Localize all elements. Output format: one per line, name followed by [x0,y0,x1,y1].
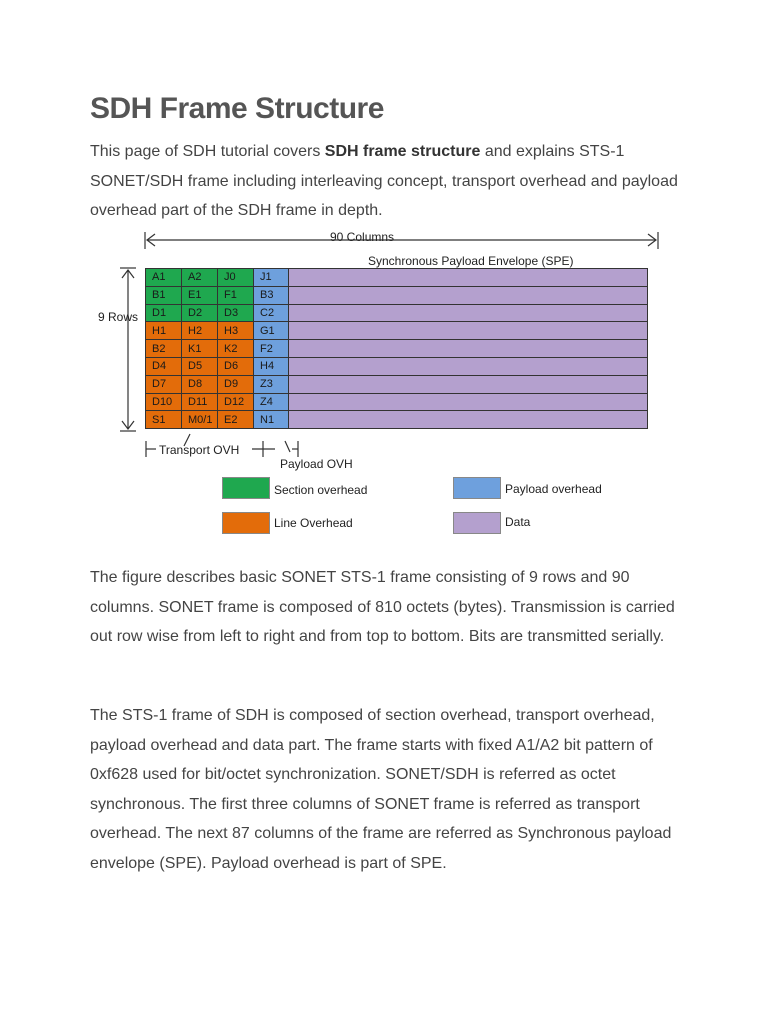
sts1-frame-table [145,268,648,429]
data-cell [289,411,648,429]
frame-row [146,357,648,375]
frame-rows [146,269,648,429]
frame-row [146,340,648,358]
payload-overhead-cell: Z3 [254,375,289,393]
payload-overhead-cell: G1 [254,322,289,340]
section-overhead-cell: E1 [182,286,218,304]
section-overhead-cell: F1 [218,286,254,304]
line-overhead-cell: H3 [218,322,254,340]
legend-data-label: Data [505,515,531,529]
section-overhead-cell: D2 [182,304,218,322]
line-overhead-cell: D10 [146,393,182,411]
legend-payload-swatch [453,477,501,499]
frame-row [146,411,648,429]
columns-label: 90 Columns [330,230,395,244]
data-cell [289,269,648,287]
legend-section-swatch [222,477,270,499]
data-cell [289,393,648,411]
data-cell [289,322,648,340]
rows-arrow [120,268,136,431]
section-overhead-cell: J0 [218,269,254,287]
section-overhead-cell: B1 [146,286,182,304]
payload-overhead-cell: Z4 [254,393,289,411]
line-overhead-cell: M0/1 [182,411,218,429]
payload-overhead-cell: H4 [254,357,289,375]
intro-text-end: and explains STS-1 SONET/SDH frame including interleaving concept, transport overhead and payload overhead part of the SDH frame in depth. [90,143,678,219]
payload-overhead-cell: B3 [254,286,289,304]
frame-row [146,375,648,393]
data-cell [289,286,648,304]
line-overhead-cell: E2 [218,411,254,429]
line-overhead-cell: D5 [182,357,218,375]
payload-overhead-cell: J1 [254,269,289,287]
data-cell [289,357,648,375]
line-overhead-cell: D11 [182,393,218,411]
columns-arrow [145,232,658,249]
data-cell [289,375,648,393]
intro-text-start: This page of SDH tutorial covers [90,143,325,160]
legend-line-swatch [222,512,270,534]
spe-label: Synchronous Payload Envelope (SPE) [368,254,574,268]
section-overhead-cell: A1 [146,269,182,287]
line-overhead-cell: K2 [218,340,254,358]
payload-ovh-label: Payload OVH [280,457,353,471]
frame-row [146,393,648,411]
page-title: SDH Frame Structure [90,92,384,125]
line-overhead-cell: D7 [146,375,182,393]
section-overhead-cell: D3 [218,304,254,322]
legend-section-label: Section overhead [274,483,368,497]
legend-payload-label: Payload overhead [505,482,602,496]
payload-overhead-cell: F2 [254,340,289,358]
rows-label: 9 Rows [98,310,139,324]
intro-bold-term: SDH frame structure [324,143,481,160]
legend-line-label: Line Overhead [274,516,353,530]
line-overhead-cell: S1 [146,411,182,429]
frame-row [146,322,648,340]
line-overhead-cell: B2 [146,340,182,358]
frame-row [146,304,648,322]
data-cell [289,340,648,358]
payload-overhead-cell: N1 [254,411,289,429]
line-overhead-cell: H2 [182,322,218,340]
section-overhead-cell: D1 [146,304,182,322]
line-overhead-cell: D9 [218,375,254,393]
line-overhead-cell: D12 [218,393,254,411]
data-cell [289,304,648,322]
legend-data-swatch [453,512,501,534]
line-overhead-cell: D4 [146,357,182,375]
paragraph-sts1-composition: The STS-1 frame of SDH is composed of section overhead, transport overhead, payload overhead and data part. The frame starts with fixed A1/A2 bit pattern of 0xf628 used for bit/octet synchronization. SONET/SDH is referred as octet synchronous. The first three columns of SONET frame is referred as transport overhead. The next 87 columns of the frame are referred as Synchronous payload envelope (SPE). Payload overhead is part of SPE. [90,707,672,872]
line-overhead-cell: D6 [218,357,254,375]
line-overhead-cell: K1 [182,340,218,358]
line-overhead-cell: H1 [146,322,182,340]
frame-row [146,269,648,287]
line-overhead-cell: D8 [182,375,218,393]
section-overhead-cell: A2 [182,269,218,287]
paragraph-frame-description: The figure describes basic SONET STS-1 frame consisting of 9 rows and 90 columns. SONET frame is composed of 810 octets (bytes). Transmission is carried out row wise from left to right and from top to bottom. Bits are transmitted serially. [90,569,675,645]
frame-row [146,286,648,304]
payload-overhead-cell: C2 [254,304,289,322]
transport-ovh-label: Transport OVH [159,443,240,457]
